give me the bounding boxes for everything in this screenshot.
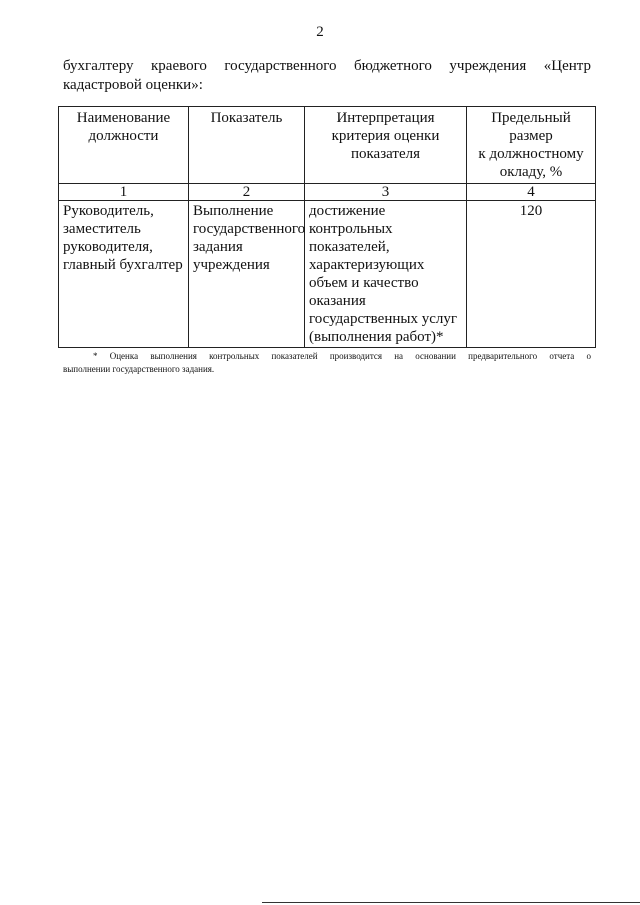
footnote-line-2: выполнении государственного задания. [63,364,215,374]
column-number-row [59,184,596,201]
column-number: 3 [305,184,467,201]
column-number: 2 [189,184,305,201]
footnote-line-1: * Оценка выполнения контрольных показателей производится на основании предварительного отчета о [93,351,591,361]
header-line: критерия оценки [331,128,440,144]
header-line: размер [509,128,553,144]
cell-line: Руководитель, [63,203,154,219]
header-line: Наименование [76,110,171,126]
cell-line: объем и качество [309,275,419,291]
intro-paragraph [63,57,591,95]
cell-line: государственного [193,221,306,237]
cell-line: характеризующих [309,257,425,273]
header-line: Предельный [491,110,571,126]
intro-line-2: кадастровой оценки»: [63,77,203,93]
column-number: 4 [467,184,596,201]
cell-line: задания [193,239,243,255]
cell-line: главный бухгалтер [63,257,183,273]
intro-line-1: бухгалтеру краевого государственного бюджетного учреждения «Центр [63,58,591,74]
header-position [59,107,189,184]
cell-line: государственных услуг [309,311,458,327]
header-line: Показатель [210,110,283,126]
cell-line: оказания [309,293,366,309]
header-interpretation [305,107,467,184]
criteria-table [58,106,596,348]
cell-line: контрольных [309,221,393,237]
header-limit [467,107,596,184]
column-number: 1 [59,184,189,201]
footnote [63,350,591,376]
header-line: Интерпретация [336,110,435,126]
cell-indicator [189,201,305,348]
cell-line: руководителя, [63,239,153,255]
cell-line: Выполнение [193,203,274,219]
header-line: окладу, % [499,164,563,180]
table-row [59,201,596,348]
cell-line: достижение [309,203,386,219]
cell-line: заместитель [63,221,141,237]
cell-interpretation [305,201,467,348]
header-line: к должностному [478,146,584,162]
header-line: должности [88,128,159,144]
bottom-divider [262,902,640,903]
page-number: 2 [316,24,324,40]
cell-line: показателей, [309,239,390,255]
table-header-row [59,107,596,184]
header-indicator [189,107,305,184]
cell-limit: 120 [467,201,596,348]
cell-position [59,201,189,348]
cell-line: (выполнения работ)* [309,329,444,345]
header-line: показателя [350,146,421,162]
cell-line: учреждения [193,257,270,273]
